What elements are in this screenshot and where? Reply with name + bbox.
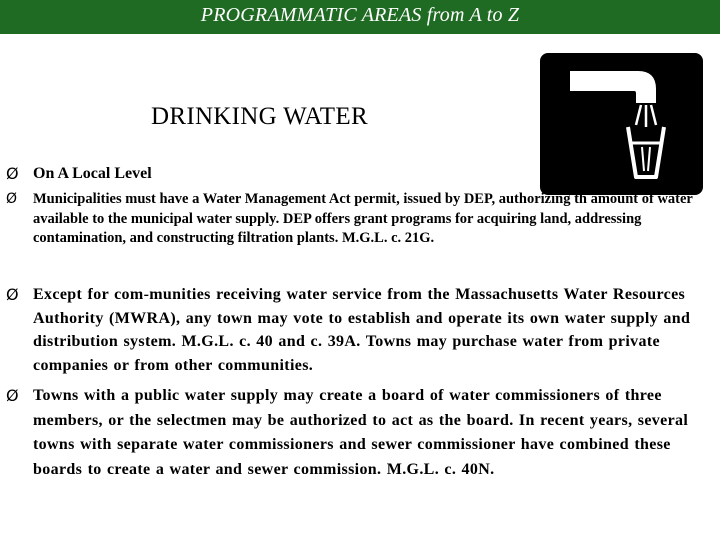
banner-title: PROGRAMMATIC AREAS from A to Z — [200, 3, 520, 26]
header-banner — [0, 0, 720, 34]
bullet-municipalities — [6, 190, 720, 249]
bullet-arrow-icon: Ø — [6, 164, 19, 183]
bullet-text: Towns with a public water supply may create a board of water commissioners of three members, or the selectmen may be authorized to act as the board. In recent years, several towns with separate water commissioners and sewer commissioner have combined these boards to create a water and sewer commission. M.G.L. c. 40N. — [33, 387, 689, 478]
bullet-arrow-icon: Ø — [6, 285, 19, 304]
bullet-towns-board — [6, 384, 720, 482]
bullet-text: Except for com-munities receiving water service from the Massachusetts Water Resources Authority (MWRA), any town may vote to establish and operate its own water supply and distribution system. M.G.L. c. 40 and c. 39A. Towns may purchase water from private companies or from other communities. — [33, 286, 691, 374]
bullet-except-communities — [6, 283, 720, 377]
bullet-arrow-icon: Ø — [6, 191, 18, 207]
bullet-text: Municipalities must have a Water Management Act permit, issued by DEP, authorizing th amount of water available to the municipal water supply. DEP offers grant programs for acquiring land, addressing contamination, and constructing filtration plants. M.G.L. c. 21G. — [33, 191, 693, 247]
bullet-text: On A Local Level — [33, 165, 152, 182]
bullet-arrow-icon: Ø — [6, 386, 19, 405]
slide-title: DRINKING WATER — [151, 103, 368, 130]
bullet-local-level — [6, 164, 720, 184]
